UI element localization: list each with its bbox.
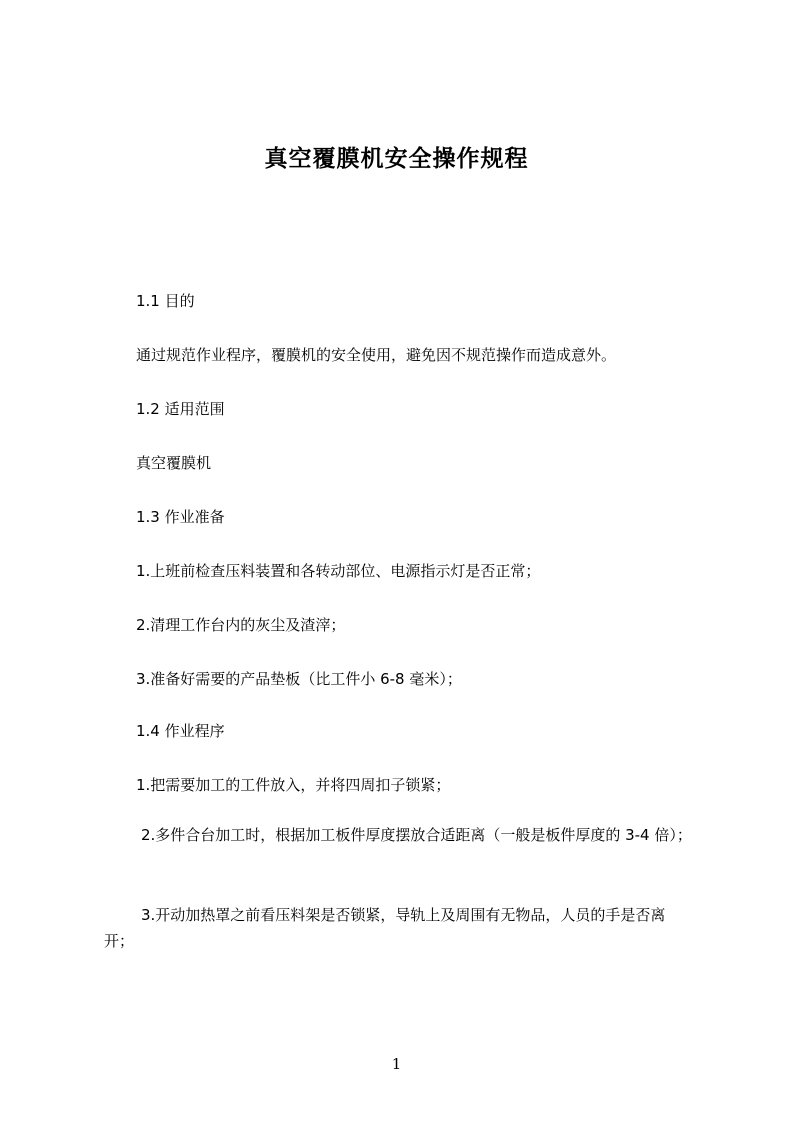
list-item-procedure-1: 1.把需要加工的工件放入，并将四周扣子锁紧；: [136, 776, 451, 794]
list-item-procedure-3: 3.开动加热罩之前看压料架是否锁紧，导轨上及周围有无物品，人员的手是否离开；: [104, 906, 666, 950]
section-heading-procedure: 1.4 作业程序: [136, 722, 225, 740]
body-text-scope: 真空覆膜机: [136, 454, 212, 472]
list-item-procedure-2: 2.多件合台加工时，根据加工板件厚度摆放合适距离（一般是板件厚度的 3-4 倍）；: [141, 826, 692, 844]
page-number: 1: [391, 1055, 402, 1073]
list-item-preparation-3: 3.准备好需要的产品垫板（比工件小 6-8 毫米）；: [136, 670, 462, 688]
list-item-preparation-2: 2.清理工作台内的灰尘及渣滓；: [136, 616, 346, 634]
body-text-purpose: 通过规范作业程序，覆膜机的安全使用，避免因不规范操作而造成意外。: [136, 346, 617, 364]
list-item-preparation-1: 1.上班前检查压料装置和各转动部位、电源指示灯是否正常；: [136, 562, 541, 580]
section-heading-purpose: 1.1 目的: [136, 292, 195, 310]
section-heading-scope: 1.2 适用范围: [136, 400, 225, 418]
document-title: 真空覆膜机安全操作规程: [264, 146, 529, 172]
section-heading-preparation: 1.3 作业准备: [136, 508, 225, 526]
